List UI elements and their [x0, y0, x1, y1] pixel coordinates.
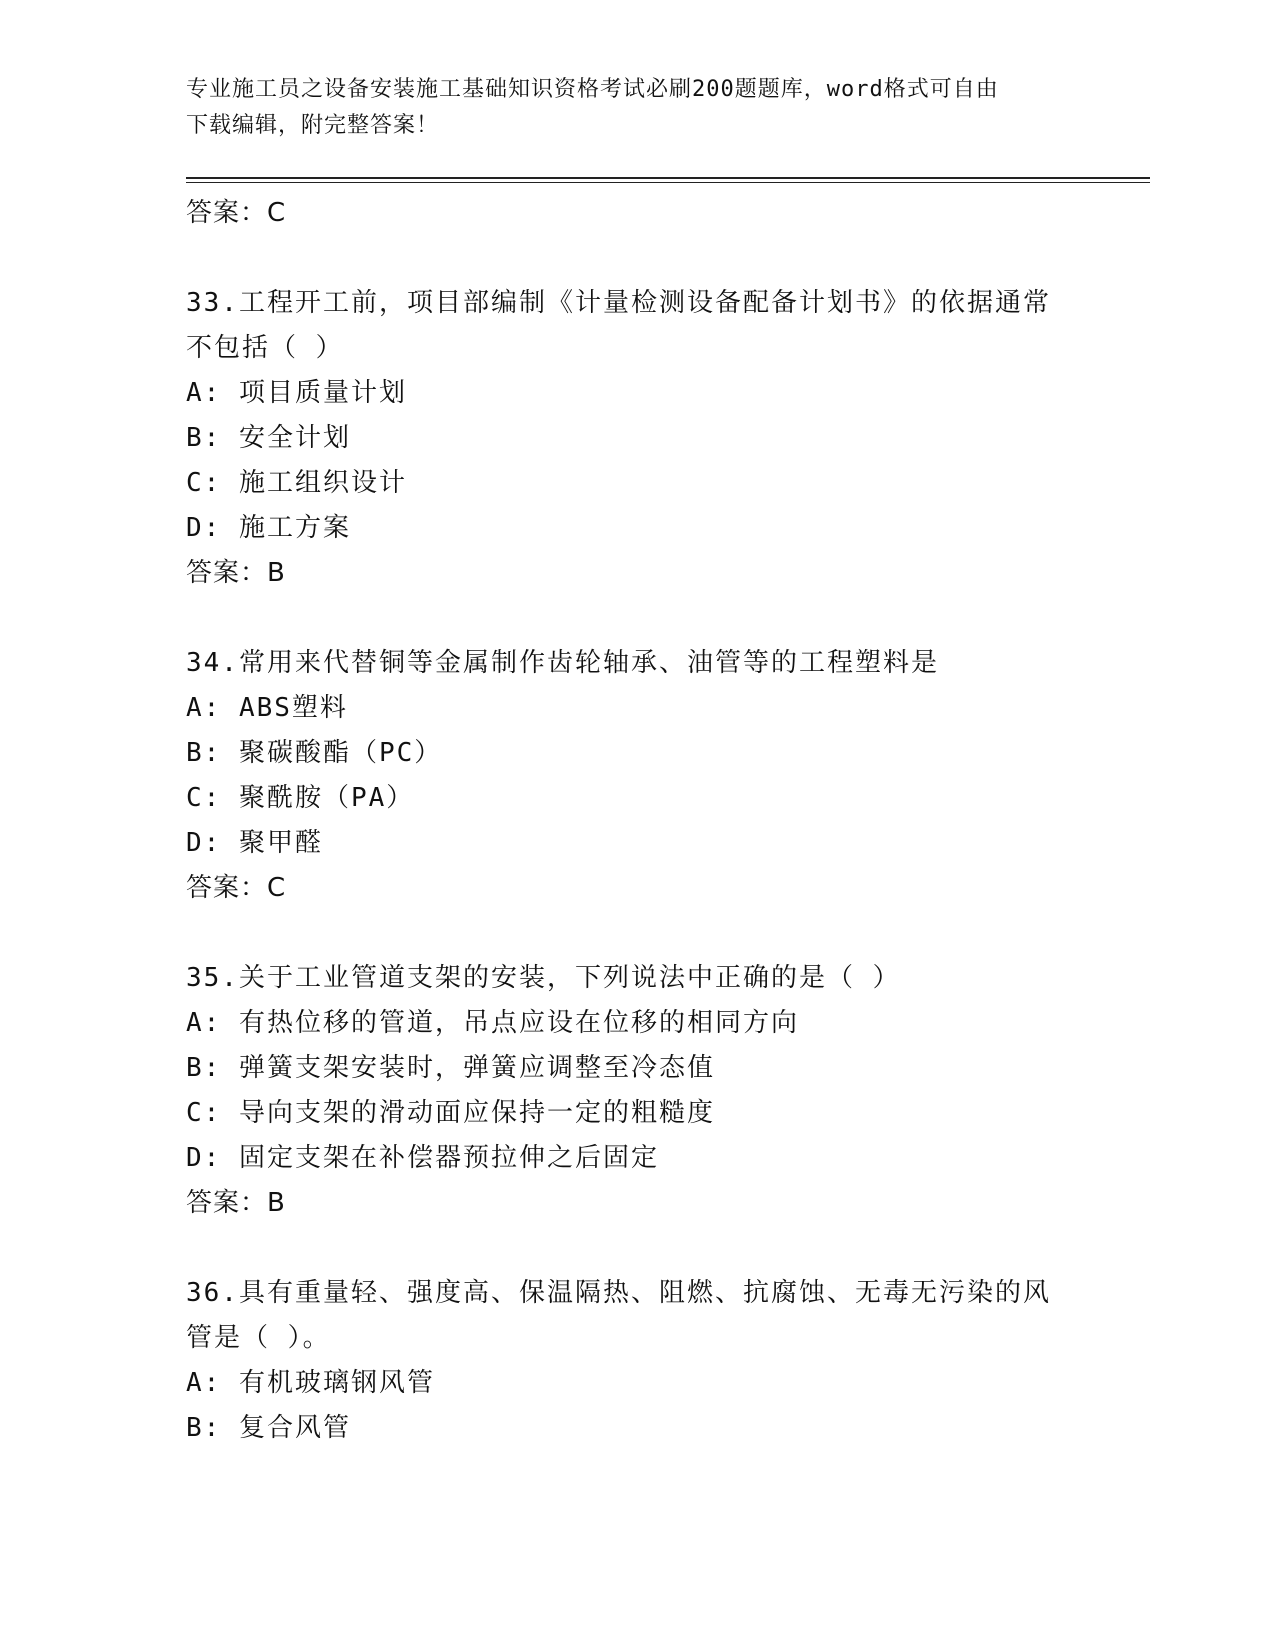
- document-header: [186, 72, 1066, 144]
- option-a: A: 有机玻璃钢风管: [186, 1368, 435, 1398]
- header-line-1: 专业施工员之设备安装施工基础知识资格考试必刷200题题库，word格式可自由: [186, 77, 999, 102]
- answer-line: 答案：C: [186, 198, 287, 228]
- question-35: [186, 956, 1086, 1226]
- option-b: B: 弹簧支架安装时，弹簧应调整至冷态值: [186, 1053, 715, 1083]
- option-c: C: 聚酰胺（PA）: [186, 783, 415, 813]
- question-34: [186, 641, 1086, 911]
- option-b: B: 聚碳酸酯（PC）: [186, 738, 443, 768]
- question-stem: 不包括（ ）: [186, 333, 344, 363]
- header-line-2: 下载编辑，附完整答案！: [186, 113, 440, 138]
- option-a: A: 有热位移的管道，吊点应设在位移的相同方向: [186, 1008, 799, 1038]
- option-a: A: ABS塑料: [186, 693, 348, 723]
- option-d: D: 聚甲醛: [186, 828, 323, 858]
- question-stem: 35.关于工业管道支架的安装，下列说法中正确的是（ ）: [186, 963, 901, 993]
- option-c: C: 导向支架的滑动面应保持一定的粗糙度: [186, 1098, 715, 1128]
- answer-line: 答案：B: [186, 1188, 286, 1218]
- question-stem: 36.具有重量轻、强度高、保温隔热、阻燃、抗腐蚀、无毒无污染的风: [186, 1278, 1051, 1308]
- header-rule-thin: [186, 182, 1150, 183]
- option-d: D: 施工方案: [186, 513, 351, 543]
- question-36: [186, 1271, 1086, 1451]
- header-rule-thick: [186, 177, 1150, 179]
- option-c: C: 施工组织设计: [186, 468, 407, 498]
- option-d: D: 固定支架在补偿器预拉伸之后固定: [186, 1143, 659, 1173]
- question-stem: 管是（ ）。: [186, 1323, 331, 1353]
- question-list: [186, 190, 1086, 1451]
- answer-line: 答案：C: [186, 873, 287, 903]
- answer-line: 答案：B: [186, 558, 286, 588]
- option-b: B: 安全计划: [186, 423, 351, 453]
- question-stem: 33.工程开工前，项目部编制《计量检测设备配备计划书》的依据通常: [186, 288, 1051, 318]
- question-stem: 34.常用来代替铜等金属制作齿轮轴承、油管等的工程塑料是: [186, 648, 939, 678]
- option-b: B: 复合风管: [186, 1413, 351, 1443]
- question-33: [186, 281, 1086, 596]
- option-a: A: 项目质量计划: [186, 378, 407, 408]
